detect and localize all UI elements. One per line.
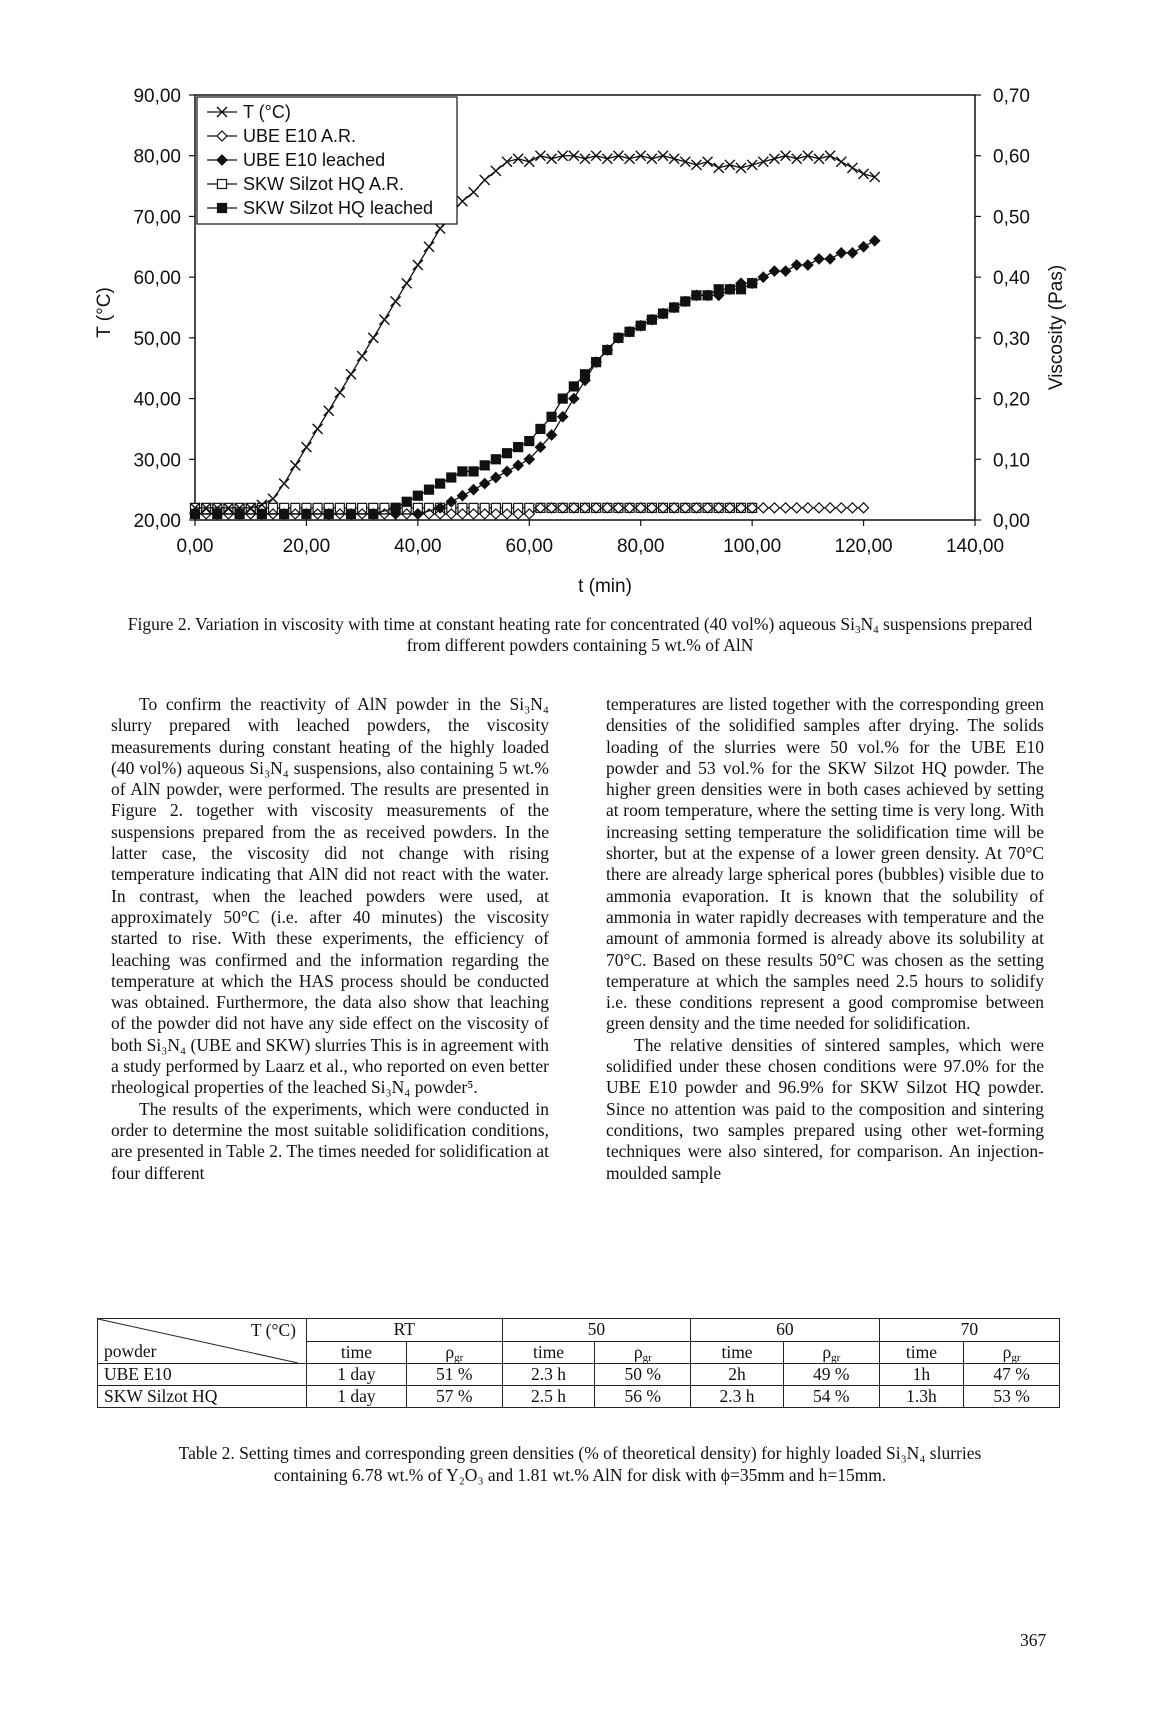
sub-header-time: time [307,1341,407,1364]
data-point [480,461,489,470]
legend-swatch-marker [218,204,227,213]
data-point [847,248,857,258]
data-point [503,449,512,458]
table-cell: 53 % [964,1386,1060,1408]
data-point [758,157,768,167]
data-point [458,467,467,476]
legend-swatch-marker [218,180,227,189]
data-point [602,154,612,164]
table-caption [120,1442,1040,1486]
paragraph: The results of the experiments, which were conducted in order to determine the most suitable solidification conditions, are presented in Table 2. The times needed for solidification at four different [111,1098,549,1183]
sub-header-time: time [691,1341,784,1364]
data-point [569,394,579,404]
figure-caption: Figure 2. Variation in viscosity with time at constant heating rate for concentrated (40 vol%) aqueous $Si_3N_4$ suspensions prepared from different powders containing 5 wt.% of AlN [127,614,1033,655]
data-point [847,163,857,173]
legend-label: SKW Silzot HQ A.R. [243,174,405,194]
data-point [547,412,556,421]
data-point [335,388,345,398]
data-point [469,485,479,495]
data-point [814,254,824,264]
data-point [424,242,434,252]
data-point [368,333,378,343]
temperature-header: T (°C) [250,1320,296,1340]
table-row [98,1364,1060,1386]
data-point [436,479,445,488]
data-point [825,254,835,264]
data-point [491,166,501,176]
text-column-left [111,694,549,1184]
powder-name: SKW Silzot HQ [98,1386,307,1408]
sub-header-time: time [879,1341,964,1364]
viscosity-temperature-chart [0,0,1152,600]
data-point [480,479,490,489]
x-axis-title: t (min) [578,576,632,597]
data-point [758,272,768,282]
powder-name: UBE E10 [98,1364,307,1386]
data-point [346,369,356,379]
y-right-tick-label: 0,00 [993,511,1030,532]
data-point [514,443,523,452]
table-corner-cell [98,1319,307,1364]
temp-header-70: 70 [879,1319,1059,1342]
y-left-tick-label: 30,00 [133,450,181,472]
paragraph: To confirm the reactivity of AlN powder in the Si₃N₄ slurry prepared with leached powders, the viscosity measurements during constant heating of the highly loaded (40 vol%) aqueous Si₃N₄ suspensions, also containing 5 wt.% of AlN powder, were performed. The results are presented in Figure 2. together with viscosity measurements of the suspensions prepared from the as received powders. In the latter case, the viscosity did not change with rising temperature indicating that AlN did not react with the water. In contrast, when the leached powders were used, at approximately 50°C (i.e. after 40 minutes) the viscosity started to rise. With these experiments, the efficiency of leaching was confirmed and the information regarding the temperature at which the HAS process should be conducted was obtained. Furthermore, the data also show that leaching of the powder did not have any side effect on the viscosity of both Si₃N₄ (UBE and SKW) slurries This is in agreement with a study performed by Laarz et al., who reported on even better rheological properties of the leached Si₃N₄ powder⁵. [111,694,549,1098]
y-right-tick-label: 0,40 [993,268,1030,290]
data-point [870,172,880,182]
data-point [324,406,334,416]
temp-header-50: 50 [502,1319,691,1342]
data-point [836,503,846,513]
data-point [636,151,646,161]
data-point [803,151,813,161]
x-tick-label: 20,00 [282,536,331,557]
data-point [847,503,857,513]
data-point [591,151,601,161]
x-tick-label: 40,00 [394,536,442,557]
table-cell: 57 % [406,1386,502,1408]
sub-header-density: $\rho_{gr}$ [406,1341,502,1364]
sub-header-density: $\rho_{gr}$ [595,1341,691,1364]
data-point [558,394,567,403]
table-cell: 1 day [307,1364,407,1386]
data-point [825,151,835,161]
data-point [769,503,779,513]
x-tick-label: 120,00 [834,536,893,557]
y-right-tick-label: 0,20 [993,389,1030,411]
data-point [781,266,791,276]
data-point [736,163,746,173]
y-left-tick-label: 60,00 [133,268,181,290]
y-right-tick-label: 0,70 [993,86,1030,107]
temp-header-rt: RT [307,1319,503,1342]
y-left-tick-label: 20,00 [133,511,181,532]
data-point [425,485,434,494]
data-point [747,160,757,170]
paragraph: temperatures are listed together with the corresponding green densities of the solidified samples after drying. The solids loading of the slurries were 50 vol.% for the UBE E10 powder and 53 vol.% for the SKW Silzot HQ powder. The higher green densities were in both cases achieved by setting at room temperature, where the setting time is very long. With increasing setting temperature the solidification time will be shorter, but at the expense of a lower green density. At 70°C there are already large spherical pores (bubbles) visible due to ammonia evaporation. It is known that the solubility of ammonia in water rapidly decreases with temperature and the amount of ammonia formed is already above its solubility at 70°C. Based on these results 50°C was chosen as the setting temperature at which the samples need 2.5 hours to solidify i.e. these conditions represent a good compromise between green density and the time needed for solidification. [606,694,1044,1034]
data-point [525,437,534,446]
table-cell: 2.3 h [502,1364,595,1386]
data-point [859,169,869,179]
y-right-axis-title: Viscosity (Pas) [1046,264,1067,391]
x-tick-label: 80,00 [616,536,665,557]
x-tick-label: 140,00 [945,536,1005,557]
table-cell: 56 % [595,1386,691,1408]
table-cell: 1.3h [879,1386,964,1408]
data-point [457,196,467,206]
data-point [703,157,713,167]
data-point [814,154,824,164]
data-point [691,160,701,170]
legend-label: UBE E10 leached [243,150,386,170]
data-point [413,491,422,500]
data-point [491,473,501,483]
data-point [558,412,568,422]
y-left-tick-label: 80,00 [133,146,181,168]
data-point [502,466,512,476]
y-left-tick-label: 50,00 [133,328,181,350]
data-point [513,460,523,470]
data-point [447,473,456,482]
data-point [803,503,813,513]
table-row [98,1386,1060,1408]
data-point [301,442,311,452]
legend-label: UBE E10 A.R. [243,126,357,146]
data-point [547,154,557,164]
table-cell: 2.3 h [691,1386,784,1408]
data-point [725,160,735,170]
data-point [391,296,401,306]
data-point [781,151,791,161]
data-point [647,154,657,164]
y-left-tick-label: 40,00 [133,389,181,411]
data-point [569,382,578,391]
data-point [814,503,824,513]
data-point [469,187,479,197]
table-cell: 47 % [964,1364,1060,1386]
data-point [279,479,289,489]
data-point [402,497,411,506]
table-cell: 49 % [783,1364,879,1386]
data-point [792,154,802,164]
data-point [536,424,545,433]
data-point [357,351,367,361]
data-point [535,151,545,161]
y-left-tick-label: 90,00 [133,86,181,107]
data-point [402,278,412,288]
data-point [825,503,835,513]
data-point [435,224,445,234]
data-point [758,503,768,513]
data-point [413,260,423,270]
data-point [792,260,802,270]
sub-header-time: time [502,1341,595,1364]
data-point [290,460,300,470]
data-point [859,503,869,513]
table-2 [97,1318,1060,1408]
y-right-tick-label: 0,50 [993,207,1030,229]
series-line [195,241,875,514]
series-line [195,283,752,514]
data-point [836,157,846,167]
figure-2-chart [0,0,1152,600]
table-cell: 2h [691,1364,784,1386]
sub-header-density: $\rho_{gr}$ [783,1341,879,1364]
page-number: 367 [1020,1630,1047,1650]
table-cell: 54 % [783,1386,879,1408]
powder-header: powder [104,1341,157,1361]
x-tick-label: 0,00 [176,536,214,557]
data-point [769,154,779,164]
data-point [658,151,668,161]
data-point [803,260,813,270]
y-left-tick-label: 70,00 [133,207,181,229]
data-point [469,467,478,476]
data-point [580,154,590,164]
legend-label: T (°C) [243,102,291,122]
data-point [859,242,869,252]
table-caption-line: Table 2. Setting times and corresponding green densities (% of theoretical density) for highly loaded Si₃N₄ slurries [178,1443,982,1463]
data-point [680,157,690,167]
x-tick-label: 100,00 [723,536,782,557]
data-point [480,175,490,185]
data-point [769,266,779,276]
data-point [268,494,278,504]
data-point [625,154,635,164]
data-point [781,503,791,513]
data-point [457,491,467,501]
paragraph: The relative densities of sintered samples, which were solidified under these chosen conditions were 97.0% for the UBE E10 powder and 96.9% for SKW Silzot HQ powder. Since no attention was paid to the composition and sintering conditions, two samples prepared using other wet-forming techniques were also sintered, for comparison. An injection-moulded sample [606,1034,1044,1183]
table-cell: 51 % [406,1364,502,1386]
table-cell: 2.5 h [502,1386,595,1408]
data-point [502,157,512,167]
sub-header-density: $\rho_{gr}$ [964,1341,1060,1364]
data-point [870,236,880,246]
data-point [836,248,846,258]
table-cell: 1h [879,1364,964,1386]
data-point [792,503,802,513]
data-point [669,154,679,164]
y-right-tick-label: 0,10 [993,450,1030,472]
text-column-right [606,694,1044,1184]
data-point [313,424,323,434]
data-point [714,163,724,173]
data-point [513,154,523,164]
settings-table [97,1318,1060,1408]
x-tick-label: 60,00 [505,536,554,557]
table-cell: 50 % [595,1364,691,1386]
legend-label: SKW Silzot HQ leached [243,198,434,218]
data-point [379,315,389,325]
y-right-tick-label: 0,60 [993,146,1030,168]
data-point [491,455,500,464]
data-point [613,151,623,161]
y-left-axis-title: T (°C) [94,287,115,338]
table-caption-line: containing 6.78 wt.% of Y₂O₃ and 1.81 wt.% AlN for disk with ϕ=35mm and h=15mm. [273,1465,887,1485]
y-right-tick-label: 0,30 [993,328,1030,350]
temp-header-60: 60 [691,1319,880,1342]
table-cell: 1 day [307,1386,407,1408]
data-point [524,157,534,167]
